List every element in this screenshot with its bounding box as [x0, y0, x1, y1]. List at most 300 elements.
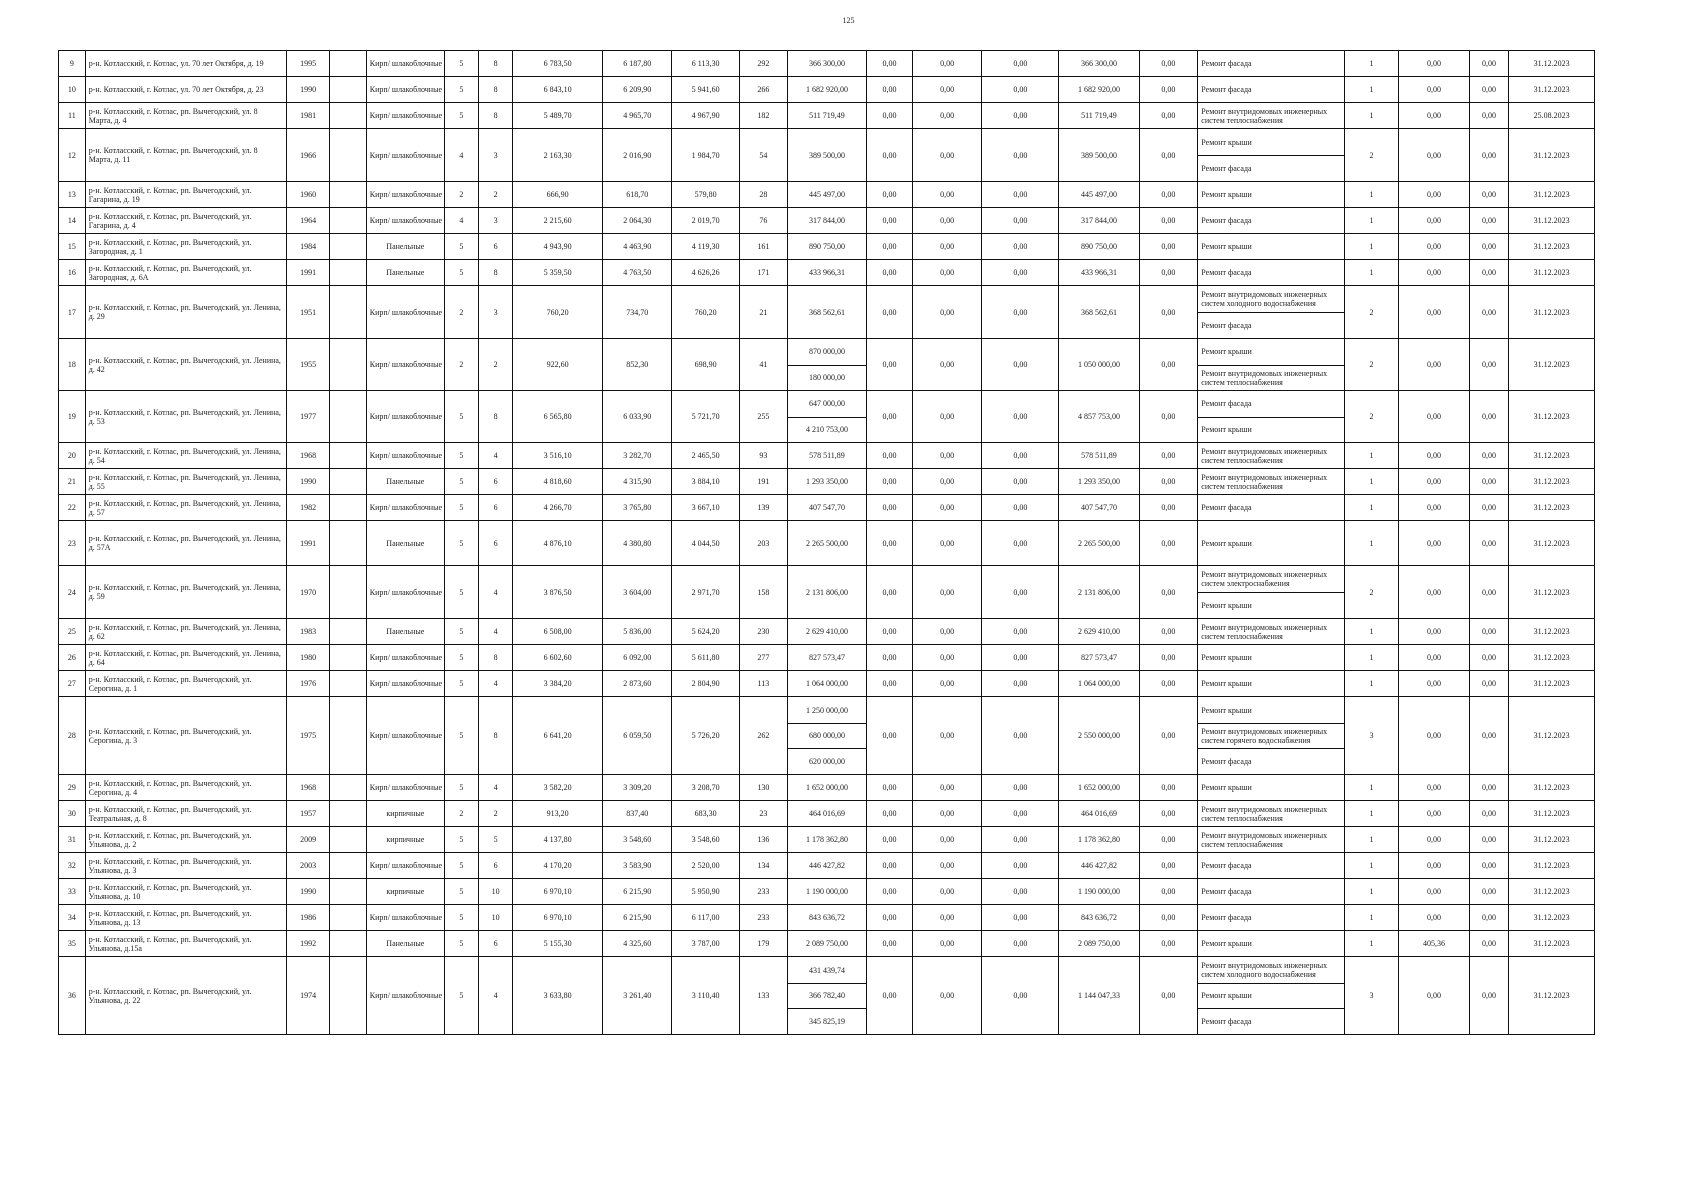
address-cell: р-н. Котласский, г. Котлас, рп. Вычегодский, ул. 8 Марта, д. 11 — [85, 129, 286, 182]
residents-cell: 93 — [739, 443, 787, 469]
regional-budget-cell: 0,00 — [912, 469, 981, 495]
address-cell: р-н. Котласский, г. Котлас, рп. Вычегодский, ул. Гагарина, д. 19 — [85, 182, 286, 208]
owners-funds-cell: 1 050 000,00 — [1059, 339, 1139, 391]
other-funds-cell: 0,00 — [1139, 521, 1198, 566]
row-number: 19 — [59, 391, 86, 443]
total-cost-cell — [787, 879, 866, 905]
living-area-cell: 837,40 — [603, 801, 672, 827]
local-budget-cell: 0,00 — [982, 103, 1059, 129]
residential-area-cell: 2 019,70 — [672, 208, 739, 234]
wall-material-cell: Кирп/ шлакоблочные — [366, 208, 444, 234]
total-cost-cell — [787, 391, 866, 443]
table-row — [59, 697, 1595, 775]
works-count-cell: 1 — [1344, 827, 1399, 853]
total-area-cell: 3 582,20 — [513, 775, 603, 801]
year-cell: 1964 — [286, 208, 330, 234]
works-count-cell: 1 — [1344, 775, 1399, 801]
total-cost-cell — [787, 182, 866, 208]
works-count-cell: 1 — [1344, 905, 1399, 931]
floors-cell: 5 — [444, 905, 478, 931]
residents-cell: 76 — [739, 208, 787, 234]
works-count-cell: 1 — [1344, 208, 1399, 234]
unit-cost-cell: 0,00 — [1399, 103, 1470, 129]
floors-cell: 5 — [444, 443, 478, 469]
work-item: Ремонт крыши — [1201, 538, 1252, 548]
cost-item: 827 573,47 — [808, 653, 845, 662]
completion-date-cell: 31.12.2023 — [1509, 391, 1595, 443]
local-budget-cell: 0,00 — [982, 260, 1059, 286]
cost-item: 620 000,00 — [788, 748, 866, 773]
regional-budget-cell: 0,00 — [912, 391, 981, 443]
regional-budget-cell: 0,00 — [912, 129, 981, 182]
other-funds-cell: 0,00 — [1139, 801, 1198, 827]
address-cell: р-н. Котласский, г. Котлас, рп. Вычегодский, ул. Серогина, д. 3 — [85, 697, 286, 775]
max-unit-cost-cell: 0,00 — [1469, 671, 1509, 697]
row-number: 18 — [59, 339, 86, 391]
local-budget-cell: 0,00 — [982, 286, 1059, 339]
living-area-cell: 4 965,70 — [603, 103, 672, 129]
completion-date-cell: 31.12.2023 — [1509, 905, 1595, 931]
completion-date-cell: 31.12.2023 — [1509, 182, 1595, 208]
completion-date-cell: 31.12.2023 — [1509, 775, 1595, 801]
year-cell: 1977 — [286, 391, 330, 443]
residential-area-cell: 4 119,30 — [672, 234, 739, 260]
regional-budget-cell: 0,00 — [912, 103, 981, 129]
blank-cell — [330, 905, 366, 931]
blank-cell — [330, 957, 366, 1035]
wall-material-cell: Панельные — [366, 260, 444, 286]
other-funds-cell: 0,00 — [1139, 827, 1198, 853]
floors-cell: 5 — [444, 234, 478, 260]
year-cell: 1990 — [286, 879, 330, 905]
unit-cost-cell: 0,00 — [1399, 469, 1470, 495]
local-budget-cell: 0,00 — [982, 827, 1059, 853]
year-cell: 1975 — [286, 697, 330, 775]
work-item: Ремонт крыши — [1201, 653, 1252, 662]
entrances-cell: 6 — [479, 521, 513, 566]
cost-item: 445 497,00 — [808, 190, 845, 199]
other-funds-cell: 0,00 — [1139, 469, 1198, 495]
residents-cell: 136 — [739, 827, 787, 853]
fund-support-cell: 0,00 — [866, 931, 912, 957]
work-item: Ремонт фасада — [1201, 59, 1252, 68]
wall-material-cell: Панельные — [366, 931, 444, 957]
max-unit-cost-cell: 0,00 — [1469, 77, 1509, 103]
work-types-cell — [1198, 905, 1344, 931]
living-area-cell: 6 209,90 — [603, 77, 672, 103]
address-cell: р-н. Котласский, г. Котлас, рп. Вычегодский, ул. Ленина, д. 57А — [85, 521, 286, 566]
local-budget-cell: 0,00 — [982, 339, 1059, 391]
row-number: 29 — [59, 775, 86, 801]
owners-funds-cell: 1 652 000,00 — [1059, 775, 1139, 801]
floors-cell: 2 — [444, 182, 478, 208]
regional-budget-cell: 0,00 — [912, 286, 981, 339]
total-cost-cell — [787, 260, 866, 286]
regional-budget-cell: 0,00 — [912, 521, 981, 566]
floors-cell: 5 — [444, 671, 478, 697]
owners-funds-cell: 843 636,72 — [1059, 905, 1139, 931]
entrances-cell: 4 — [479, 566, 513, 619]
floors-cell: 2 — [444, 801, 478, 827]
total-cost-cell — [787, 801, 866, 827]
cost-item: 2 629 410,00 — [805, 627, 848, 636]
max-unit-cost-cell: 0,00 — [1469, 391, 1509, 443]
living-area-cell: 6 033,90 — [603, 391, 672, 443]
fund-support-cell: 0,00 — [866, 77, 912, 103]
cost-item: 317 844,00 — [808, 216, 845, 225]
blank-cell — [330, 671, 366, 697]
wall-material-cell: Панельные — [366, 234, 444, 260]
residential-area-cell: 4 967,90 — [672, 103, 739, 129]
row-number: 16 — [59, 260, 86, 286]
residents-cell: 41 — [739, 339, 787, 391]
blank-cell — [330, 853, 366, 879]
residents-cell: 133 — [739, 957, 787, 1035]
total-area-cell: 666,90 — [513, 182, 603, 208]
blank-cell — [330, 879, 366, 905]
address-cell: р-н. Котласский, г. Котлас, рп. Вычегодский, ул. Ленина, д. 62 — [85, 619, 286, 645]
total-area-cell: 760,20 — [513, 286, 603, 339]
blank-cell — [330, 286, 366, 339]
work-types-cell — [1198, 697, 1344, 775]
cost-item: 680 000,00 — [788, 723, 866, 748]
local-budget-cell: 0,00 — [982, 671, 1059, 697]
work-types-cell — [1198, 234, 1344, 260]
work-types-cell — [1198, 208, 1344, 234]
completion-date-cell: 31.12.2023 — [1509, 129, 1595, 182]
table-row — [59, 905, 1595, 931]
wall-material-cell: Кирп/ шлакоблочные — [366, 77, 444, 103]
completion-date-cell: 31.12.2023 — [1509, 260, 1595, 286]
year-cell: 1974 — [286, 957, 330, 1035]
living-area-cell: 3 765,80 — [603, 495, 672, 521]
entrances-cell: 8 — [479, 645, 513, 671]
owners-funds-cell: 2 265 500,00 — [1059, 521, 1139, 566]
floors-cell: 5 — [444, 103, 478, 129]
residential-area-cell: 698,90 — [672, 339, 739, 391]
residents-cell: 203 — [739, 521, 787, 566]
year-cell: 1983 — [286, 619, 330, 645]
row-number: 9 — [59, 51, 86, 77]
fund-support-cell: 0,00 — [866, 853, 912, 879]
local-budget-cell: 0,00 — [982, 905, 1059, 931]
residents-cell: 182 — [739, 103, 787, 129]
address-cell: р-н. Котласский, г. Котлас, рп. Вычегодский, ул. Серогина, д. 4 — [85, 775, 286, 801]
row-number: 11 — [59, 103, 86, 129]
blank-cell — [330, 77, 366, 103]
entrances-cell: 4 — [479, 671, 513, 697]
max-unit-cost-cell: 0,00 — [1469, 957, 1509, 1035]
works-count-cell: 1 — [1344, 879, 1399, 905]
living-area-cell: 4 463,90 — [603, 234, 672, 260]
regional-budget-cell: 0,00 — [912, 182, 981, 208]
work-item: Ремонт внутридомовых инженерных систем холодного водоснабжения — [1201, 961, 1328, 980]
total-cost-cell — [787, 443, 866, 469]
owners-funds-cell: 389 500,00 — [1059, 129, 1139, 182]
max-unit-cost-cell: 0,00 — [1469, 443, 1509, 469]
floors-cell: 5 — [444, 697, 478, 775]
owners-funds-cell: 368 562,61 — [1059, 286, 1139, 339]
entrances-cell: 6 — [479, 469, 513, 495]
total-area-cell: 5 359,50 — [513, 260, 603, 286]
local-budget-cell: 0,00 — [982, 182, 1059, 208]
total-area-cell: 4 266,70 — [513, 495, 603, 521]
cost-item: 2 089 750,00 — [805, 939, 848, 948]
address-cell: р-н. Котласский, г. Котлас, рп. Вычегодский, ул. Гагарина, д. 4 — [85, 208, 286, 234]
residents-cell: 255 — [739, 391, 787, 443]
blank-cell — [330, 801, 366, 827]
total-area-cell: 913,20 — [513, 801, 603, 827]
local-budget-cell: 0,00 — [982, 931, 1059, 957]
completion-date-cell: 31.12.2023 — [1509, 443, 1595, 469]
other-funds-cell: 0,00 — [1139, 129, 1198, 182]
other-funds-cell: 0,00 — [1139, 51, 1198, 77]
unit-cost-cell: 0,00 — [1399, 905, 1470, 931]
fund-support-cell: 0,00 — [866, 697, 912, 775]
total-area-cell: 3 516,10 — [513, 443, 603, 469]
works-count-cell: 1 — [1344, 182, 1399, 208]
blank-cell — [330, 521, 366, 566]
row-number: 28 — [59, 697, 86, 775]
unit-cost-cell: 0,00 — [1399, 286, 1470, 339]
entrances-cell: 6 — [479, 495, 513, 521]
local-budget-cell: 0,00 — [982, 957, 1059, 1035]
blank-cell — [330, 51, 366, 77]
address-cell: р-н. Котласский, г. Котлас, рп. Вычегодский, ул. Театральная, д. 8 — [85, 801, 286, 827]
row-number: 26 — [59, 645, 86, 671]
entrances-cell: 6 — [479, 234, 513, 260]
cost-item: 1 178 362,80 — [805, 835, 848, 844]
living-area-cell: 3 282,70 — [603, 443, 672, 469]
completion-date-cell: 31.12.2023 — [1509, 286, 1595, 339]
cost-item: 368 562,61 — [808, 307, 845, 317]
works-count-cell: 1 — [1344, 77, 1399, 103]
work-types-cell — [1198, 566, 1344, 619]
row-number: 27 — [59, 671, 86, 697]
max-unit-cost-cell: 0,00 — [1469, 566, 1509, 619]
other-funds-cell: 0,00 — [1139, 260, 1198, 286]
row-number: 32 — [59, 853, 86, 879]
regional-budget-cell: 0,00 — [912, 879, 981, 905]
total-cost-cell — [787, 827, 866, 853]
address-cell: р-н. Котласский, г. Котлас, рп. Вычегодский, ул. Загородная, д. 1 — [85, 234, 286, 260]
total-cost-cell — [787, 495, 866, 521]
residents-cell: 113 — [739, 671, 787, 697]
blank-cell — [330, 469, 366, 495]
row-number: 23 — [59, 521, 86, 566]
row-number: 22 — [59, 495, 86, 521]
works-count-cell: 1 — [1344, 671, 1399, 697]
total-area-cell: 3 633,80 — [513, 957, 603, 1035]
table-row — [59, 391, 1595, 443]
blank-cell — [330, 697, 366, 775]
entrances-cell: 3 — [479, 286, 513, 339]
fund-support-cell: 0,00 — [866, 339, 912, 391]
wall-material-cell: Панельные — [366, 521, 444, 566]
cost-item: 1 652 000,00 — [805, 783, 848, 792]
other-funds-cell: 0,00 — [1139, 208, 1198, 234]
max-unit-cost-cell: 0,00 — [1469, 645, 1509, 671]
blank-cell — [330, 495, 366, 521]
entrances-cell: 6 — [479, 931, 513, 957]
living-area-cell: 734,70 — [603, 286, 672, 339]
other-funds-cell: 0,00 — [1139, 566, 1198, 619]
address-cell: р-н. Котласский, г. Котлас, рп. Вычегодский, ул. Ленина, д. 29 — [85, 286, 286, 339]
living-area-cell: 4 763,50 — [603, 260, 672, 286]
completion-date-cell: 31.12.2023 — [1509, 208, 1595, 234]
residents-cell: 179 — [739, 931, 787, 957]
work-item: Ремонт внутридомовых инженерных систем теплоснабжения — [1201, 446, 1328, 465]
unit-cost-cell: 0,00 — [1399, 619, 1470, 645]
table-row — [59, 645, 1595, 671]
residential-area-cell: 6 113,30 — [672, 51, 739, 77]
work-types-cell — [1198, 103, 1344, 129]
unit-cost-cell: 0,00 — [1399, 645, 1470, 671]
work-item: Ремонт крыши — [1201, 783, 1252, 792]
floors-cell: 5 — [444, 931, 478, 957]
total-cost-cell — [787, 931, 866, 957]
fund-support-cell: 0,00 — [866, 905, 912, 931]
work-item: Ремонт внутридомовых инженерных систем электроснабжения — [1201, 570, 1328, 589]
year-cell: 1980 — [286, 645, 330, 671]
address-cell: р-н. Котласский, г. Котлас, ул. 70 лет Октября, д. 19 — [85, 51, 286, 77]
year-cell: 1970 — [286, 566, 330, 619]
work-types-cell — [1198, 879, 1344, 905]
address-cell: р-н. Котласский, г. Котлас, рп. Вычегодский, ул. Загородная, д. 6А — [85, 260, 286, 286]
entrances-cell: 8 — [479, 391, 513, 443]
row-number: 12 — [59, 129, 86, 182]
cost-item: 1 190 000,00 — [805, 887, 848, 896]
other-funds-cell: 0,00 — [1139, 645, 1198, 671]
regional-budget-cell: 0,00 — [912, 957, 981, 1035]
year-cell: 1991 — [286, 521, 330, 566]
total-cost-cell — [787, 339, 866, 391]
work-types-cell — [1198, 77, 1344, 103]
residential-area-cell: 2 520,00 — [672, 853, 739, 879]
residential-area-cell: 760,20 — [672, 286, 739, 339]
work-types-cell — [1198, 827, 1344, 853]
residential-area-cell: 3 110,40 — [672, 957, 739, 1035]
entrances-cell: 8 — [479, 103, 513, 129]
works-count-cell: 1 — [1344, 801, 1399, 827]
work-item: Ремонт фасада — [1201, 861, 1252, 870]
local-budget-cell: 0,00 — [982, 619, 1059, 645]
floors-cell: 5 — [444, 619, 478, 645]
floors-cell: 5 — [444, 469, 478, 495]
blank-cell — [330, 103, 366, 129]
works-count-cell: 2 — [1344, 129, 1399, 182]
residential-area-cell: 3 787,00 — [672, 931, 739, 957]
cost-item: 890 750,00 — [808, 242, 845, 251]
address-cell: р-н. Котласский, г. Котлас, рп. Вычегодский, ул. Ленина, д. 64 — [85, 645, 286, 671]
cost-item: 2 265 500,00 — [805, 538, 848, 548]
total-area-cell: 2 215,60 — [513, 208, 603, 234]
living-area-cell: 3 309,20 — [603, 775, 672, 801]
work-types-cell — [1198, 931, 1344, 957]
table-row — [59, 566, 1595, 619]
total-cost-cell — [787, 853, 866, 879]
owners-funds-cell: 1 178 362,80 — [1059, 827, 1139, 853]
entrances-cell: 8 — [479, 51, 513, 77]
max-unit-cost-cell: 0,00 — [1469, 619, 1509, 645]
total-area-cell: 6 783,50 — [513, 51, 603, 77]
floors-cell: 5 — [444, 957, 478, 1035]
floors-cell: 5 — [444, 566, 478, 619]
max-unit-cost-cell: 0,00 — [1469, 775, 1509, 801]
living-area-cell: 618,70 — [603, 182, 672, 208]
year-cell: 1968 — [286, 443, 330, 469]
work-item: Ремонт крыши — [1201, 705, 1252, 715]
year-cell: 1991 — [286, 260, 330, 286]
other-funds-cell: 0,00 — [1139, 957, 1198, 1035]
blank-cell — [330, 339, 366, 391]
work-types-cell — [1198, 129, 1344, 182]
total-area-cell: 6 641,20 — [513, 697, 603, 775]
wall-material-cell: кирпичные — [366, 827, 444, 853]
blank-cell — [330, 443, 366, 469]
owners-funds-cell: 890 750,00 — [1059, 234, 1139, 260]
row-number: 10 — [59, 77, 86, 103]
blank-cell — [330, 566, 366, 619]
completion-date-cell: 31.12.2023 — [1509, 827, 1595, 853]
completion-date-cell: 31.12.2023 — [1509, 469, 1595, 495]
fund-support-cell: 0,00 — [866, 208, 912, 234]
work-item: Ремонт фасада — [1201, 913, 1252, 922]
floors-cell: 5 — [444, 827, 478, 853]
cost-item: 366 782,40 — [788, 983, 866, 1008]
table-row — [59, 443, 1595, 469]
cost-item: 366 300,00 — [808, 59, 845, 68]
fund-support-cell: 0,00 — [866, 103, 912, 129]
residential-area-cell: 4 626,26 — [672, 260, 739, 286]
work-types-cell — [1198, 619, 1344, 645]
owners-funds-cell: 464 016,69 — [1059, 801, 1139, 827]
max-unit-cost-cell: 0,00 — [1469, 469, 1509, 495]
cost-item: 4 210 753,00 — [788, 417, 866, 443]
works-count-cell: 2 — [1344, 391, 1399, 443]
fund-support-cell: 0,00 — [866, 619, 912, 645]
row-number: 14 — [59, 208, 86, 234]
total-cost-cell — [787, 77, 866, 103]
completion-date-cell: 31.12.2023 — [1509, 957, 1595, 1035]
local-budget-cell: 0,00 — [982, 697, 1059, 775]
work-types-cell — [1198, 286, 1344, 339]
living-area-cell: 3 583,90 — [603, 853, 672, 879]
residential-area-cell: 2 804,90 — [672, 671, 739, 697]
floors-cell: 5 — [444, 775, 478, 801]
owners-funds-cell: 1 064 000,00 — [1059, 671, 1139, 697]
work-item: Ремонт фасада — [1198, 155, 1343, 181]
max-unit-cost-cell: 0,00 — [1469, 495, 1509, 521]
year-cell: 1982 — [286, 495, 330, 521]
unit-cost-cell: 0,00 — [1399, 853, 1470, 879]
max-unit-cost-cell: 0,00 — [1469, 339, 1509, 391]
work-item: Ремонт крыши — [1198, 983, 1343, 1008]
work-item: Ремонт фасада — [1201, 399, 1252, 409]
blank-cell — [330, 182, 366, 208]
year-cell: 1955 — [286, 339, 330, 391]
work-item: Ремонт фасада — [1201, 216, 1252, 225]
max-unit-cost-cell: 0,00 — [1469, 801, 1509, 827]
entrances-cell: 4 — [479, 957, 513, 1035]
address-cell: р-н. Котласский, г. Котлас, рп. Вычегодский, ул. Ленина, д. 59 — [85, 566, 286, 619]
entrances-cell: 8 — [479, 697, 513, 775]
residents-cell: 233 — [739, 905, 787, 931]
row-number: 36 — [59, 957, 86, 1035]
fund-support-cell: 0,00 — [866, 129, 912, 182]
other-funds-cell: 0,00 — [1139, 879, 1198, 905]
unit-cost-cell: 0,00 — [1399, 129, 1470, 182]
